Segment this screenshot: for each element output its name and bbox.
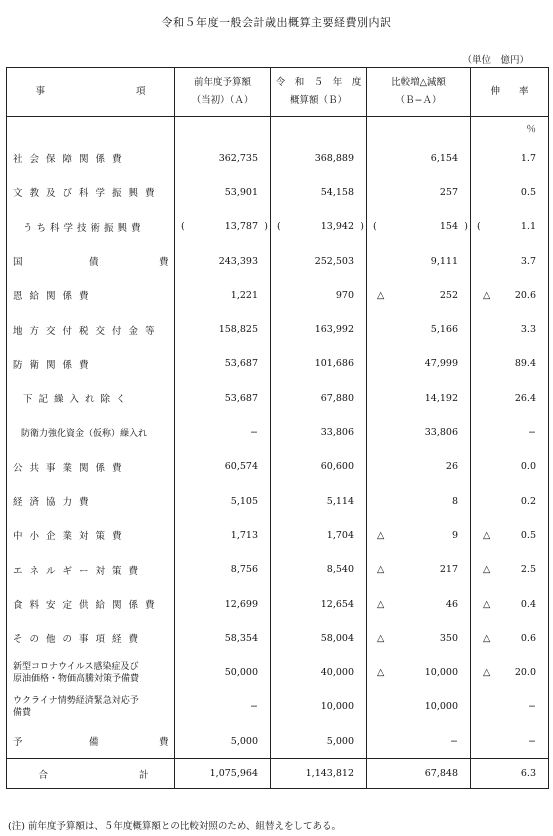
header-rate: 伸 率 xyxy=(471,68,549,117)
minus-triangle-icon: △ xyxy=(377,529,385,541)
cell-curr xyxy=(271,553,367,587)
total-row xyxy=(7,759,549,789)
table-header-row xyxy=(7,68,549,117)
cell-diff xyxy=(367,210,471,244)
header-curr-line1: 令 和 ５ 年 度 xyxy=(275,77,362,88)
cell-rate xyxy=(471,415,549,449)
cell-rate xyxy=(471,724,549,759)
cell-curr xyxy=(271,210,367,244)
cell-value: 5,166 xyxy=(430,324,458,336)
cell-value: 8 xyxy=(451,495,458,507)
total-label-right: 計 xyxy=(139,769,149,781)
minus-triangle-icon: △ xyxy=(377,632,385,644)
total-curr: 1,143,812 xyxy=(271,759,367,789)
cell-diff xyxy=(367,312,471,346)
cell-value: 368,889 xyxy=(314,152,354,164)
cell-rate xyxy=(471,450,549,484)
cell-rate xyxy=(471,587,549,621)
row-label-text: エネルギー対策費 xyxy=(13,565,146,577)
header-prev xyxy=(175,68,271,117)
row-label xyxy=(7,381,175,415)
row-label-text: 経済協力費 xyxy=(13,497,96,509)
cell-value: 26 xyxy=(445,461,458,473)
cell-diff xyxy=(367,553,471,587)
cell-value: 9 xyxy=(451,529,458,541)
row-label-line2: 備費 xyxy=(13,707,32,718)
table-row xyxy=(7,621,549,655)
cell-diff xyxy=(367,381,471,415)
minus-triangle-icon: △ xyxy=(377,667,385,679)
paren-close: ) xyxy=(464,221,468,233)
cell-rate xyxy=(471,690,549,724)
cell-diff xyxy=(367,278,471,312)
row-label xyxy=(7,655,175,689)
percent-unit-row xyxy=(7,117,549,142)
cell-rate xyxy=(471,655,549,689)
table-row xyxy=(7,381,549,415)
cell-value: 12,699 xyxy=(224,598,258,610)
table-row xyxy=(7,210,549,244)
cell-curr xyxy=(271,141,367,175)
row-label-line1: ウクライナ情勢経済緊急対応予 xyxy=(13,695,139,706)
cell-diff xyxy=(367,450,471,484)
cell-rate xyxy=(471,621,549,655)
cell-value: 58,354 xyxy=(224,632,258,644)
header-diff-line2: （Ｂ−Ａ） xyxy=(395,95,442,106)
table-row xyxy=(7,347,549,381)
row-label-text: 中小企業対策費 xyxy=(13,531,129,543)
minus-triangle-icon: △ xyxy=(377,598,385,610)
cell-value: − xyxy=(250,701,258,713)
cell-value: 1,221 xyxy=(230,289,258,301)
cell-value: 252 xyxy=(439,289,458,301)
cell-value: 350 xyxy=(439,632,458,644)
row-label-right: 費 xyxy=(159,737,169,749)
table-row xyxy=(7,587,549,621)
cell-rate xyxy=(471,484,549,518)
row-label-text: 文教及び科学振興費 xyxy=(13,188,162,200)
table-row xyxy=(7,655,549,689)
cell-curr xyxy=(271,278,367,312)
cell-value: − xyxy=(528,735,536,747)
cell-prev xyxy=(175,381,271,415)
cell-curr xyxy=(271,655,367,689)
cell-value: 362,735 xyxy=(218,152,258,164)
table-row xyxy=(7,312,549,346)
header-item-right: 項 xyxy=(136,86,146,97)
cell-value: − xyxy=(250,427,258,439)
cell-prev xyxy=(175,690,271,724)
row-label xyxy=(7,587,175,621)
percent-unit: ％ xyxy=(471,117,549,142)
row-label xyxy=(7,347,175,381)
total-rate: 6.3 xyxy=(471,759,549,789)
cell-value: 2.5 xyxy=(520,564,536,576)
cell-value: 60,574 xyxy=(224,461,258,473)
cell-rate xyxy=(471,312,549,346)
footnote: (注) 前年度予算額は、５年度概算額との比較対照のため、組替えをしてある。 xyxy=(8,821,342,832)
row-label xyxy=(7,690,175,724)
cell-diff xyxy=(367,621,471,655)
row-label-text: 食料安定供給関係費 xyxy=(13,600,162,611)
header-curr-line2: 概算額（Ｂ） xyxy=(289,95,347,106)
table-row xyxy=(7,484,549,518)
cell-prev xyxy=(175,175,271,209)
row-label xyxy=(7,484,175,518)
cell-value: 46 xyxy=(445,598,458,610)
table-row xyxy=(7,450,549,484)
cell-value: 0.5 xyxy=(520,529,536,541)
cell-value: 217 xyxy=(439,564,458,576)
cell-value: 40,000 xyxy=(320,667,354,679)
cell-curr xyxy=(271,415,367,449)
row-label-text: 防衛関係費 xyxy=(13,359,96,371)
paren-open: ( xyxy=(477,221,481,233)
cell-value: 1.1 xyxy=(520,221,536,233)
cell-value: 970 xyxy=(335,289,354,301)
cell-value: 0.5 xyxy=(520,186,536,198)
table-row xyxy=(7,553,549,587)
cell-value: 8,756 xyxy=(230,564,258,576)
cell-diff xyxy=(367,690,471,724)
cell-value: 53,687 xyxy=(224,392,258,404)
cell-value: 5,000 xyxy=(326,735,354,747)
budget-table xyxy=(6,67,549,789)
cell-value: 9,111 xyxy=(430,255,458,267)
paren-open: ( xyxy=(373,221,377,233)
cell-value: 158,825 xyxy=(218,324,258,336)
cell-value: 53,687 xyxy=(224,358,258,370)
row-label xyxy=(7,724,175,759)
cell-diff xyxy=(367,244,471,278)
cell-curr xyxy=(271,518,367,552)
cell-diff xyxy=(367,518,471,552)
cell-value: 58,004 xyxy=(320,632,354,644)
cell-value: 3.7 xyxy=(520,255,536,267)
cell-value: 8,540 xyxy=(326,564,354,576)
row-label xyxy=(7,621,175,655)
cell-diff xyxy=(367,484,471,518)
row-label xyxy=(7,210,175,244)
cell-value: − xyxy=(450,735,458,747)
cell-value: 3.3 xyxy=(520,324,536,336)
row-label xyxy=(7,518,175,552)
cell-diff xyxy=(367,587,471,621)
table-row xyxy=(7,724,549,759)
cell-value: 5,000 xyxy=(230,735,258,747)
table-row xyxy=(7,175,549,209)
page-title: 令和５年度一般会計歳出概算主要経費別内訳 xyxy=(161,16,392,29)
cell-value: 67,880 xyxy=(320,392,354,404)
cell-value: 10,000 xyxy=(424,701,458,713)
row-label-text: 下記繰入れ除く xyxy=(23,394,132,406)
cell-curr xyxy=(271,484,367,518)
cell-curr xyxy=(271,724,367,759)
row-label xyxy=(7,312,175,346)
cell-prev xyxy=(175,655,271,689)
cell-rate xyxy=(471,210,549,244)
cell-value: 163,992 xyxy=(314,324,354,336)
cell-value: 252,503 xyxy=(314,255,354,267)
minus-triangle-icon: △ xyxy=(483,632,491,644)
cell-value: 101,686 xyxy=(314,358,354,370)
cell-rate xyxy=(471,381,549,415)
row-label xyxy=(7,450,175,484)
header-curr xyxy=(271,68,367,117)
unit-label: （単位 億円） xyxy=(462,55,529,66)
cell-prev xyxy=(175,518,271,552)
row-label xyxy=(7,244,175,278)
cell-prev xyxy=(175,450,271,484)
cell-value: 0.2 xyxy=(520,495,536,507)
cell-curr xyxy=(271,312,367,346)
row-label xyxy=(7,141,175,175)
cell-rate xyxy=(471,278,549,312)
cell-prev xyxy=(175,312,271,346)
cell-diff xyxy=(367,347,471,381)
header-diff xyxy=(367,68,471,117)
row-label-right: 費 xyxy=(159,257,169,269)
cell-curr xyxy=(271,244,367,278)
cell-curr xyxy=(271,690,367,724)
cell-value: − xyxy=(528,427,536,439)
cell-prev xyxy=(175,210,271,244)
cell-prev xyxy=(175,244,271,278)
cell-rate xyxy=(471,518,549,552)
cell-value: 1.7 xyxy=(520,152,536,164)
row-label xyxy=(7,175,175,209)
minus-triangle-icon: △ xyxy=(483,598,491,610)
row-label-left: 予 xyxy=(13,737,23,749)
row-label-text: 防衛力強化資金（仮称）繰入れ xyxy=(21,429,148,440)
row-label-text: 恩給関係費 xyxy=(13,291,96,303)
row-label-line1: 新型コロナウイルス感染症及び xyxy=(13,661,139,672)
header-item-left: 事 xyxy=(35,86,45,97)
minus-triangle-icon: △ xyxy=(483,564,491,576)
cell-value: 6,154 xyxy=(430,152,458,164)
cell-value: 20.6 xyxy=(514,289,536,301)
table-row xyxy=(7,278,549,312)
table-row xyxy=(7,518,549,552)
paren-close: ) xyxy=(264,221,268,233)
cell-value: 60,600 xyxy=(320,461,354,473)
row-label-mid: 債 xyxy=(89,257,99,269)
cell-rate xyxy=(471,244,549,278)
table-row xyxy=(7,690,549,724)
cell-prev xyxy=(175,347,271,381)
cell-value: 5,105 xyxy=(230,495,258,507)
cell-value: 50,000 xyxy=(224,667,258,679)
cell-diff xyxy=(367,415,471,449)
total-prev: 1,075,964 xyxy=(175,759,271,789)
row-label xyxy=(7,415,175,449)
header-prev-line2: （当初）（Ａ） xyxy=(191,95,254,106)
cell-diff xyxy=(367,175,471,209)
cell-value: 5,114 xyxy=(326,495,354,507)
cell-value: 1,713 xyxy=(230,529,258,541)
table-row xyxy=(7,244,549,278)
cell-prev xyxy=(175,278,271,312)
cell-prev xyxy=(175,415,271,449)
cell-curr xyxy=(271,621,367,655)
minus-triangle-icon: △ xyxy=(483,289,491,301)
cell-rate xyxy=(471,175,549,209)
header-prev-line1: 前年度予算額 xyxy=(193,77,251,88)
paren-open: ( xyxy=(277,221,281,233)
paren-open: ( xyxy=(181,221,185,233)
total-label xyxy=(7,759,175,789)
row-label xyxy=(7,278,175,312)
cell-value: 20.0 xyxy=(514,667,536,679)
cell-value: 54,158 xyxy=(320,186,354,198)
minus-triangle-icon: △ xyxy=(483,529,491,541)
cell-value: 0.6 xyxy=(520,632,536,644)
cell-value: 33,806 xyxy=(320,427,354,439)
cell-value: 14,192 xyxy=(424,392,458,404)
total-label-left: 合 xyxy=(38,769,48,781)
cell-diff xyxy=(367,724,471,759)
cell-curr xyxy=(271,450,367,484)
cell-value: 154 xyxy=(439,221,458,233)
row-label-mid: 備 xyxy=(89,737,99,749)
cell-prev xyxy=(175,553,271,587)
row-label-text: うち科学技術振興費 xyxy=(23,222,145,234)
cell-curr xyxy=(271,175,367,209)
cell-value: 10,000 xyxy=(424,667,458,679)
minus-triangle-icon: △ xyxy=(483,667,491,679)
row-label-line2: 原油価格・物価高騰対策予備費 xyxy=(13,673,140,684)
cell-value: 12,654 xyxy=(320,598,354,610)
cell-value: 33,806 xyxy=(424,427,458,439)
cell-prev xyxy=(175,141,271,175)
minus-triangle-icon: △ xyxy=(377,564,385,576)
cell-rate xyxy=(471,141,549,175)
cell-diff xyxy=(367,141,471,175)
cell-value: 13,942 xyxy=(320,221,354,233)
table-row xyxy=(7,141,549,175)
cell-prev xyxy=(175,587,271,621)
row-label-left: 国 xyxy=(13,257,23,269)
cell-value: 257 xyxy=(439,186,458,198)
row-label-text: 社会保障関係費 xyxy=(13,154,129,166)
cell-curr xyxy=(271,381,367,415)
cell-value: − xyxy=(528,701,536,713)
cell-value: 0.4 xyxy=(520,598,536,610)
header-diff-line1: 比較増△減額 xyxy=(391,77,446,88)
cell-prev xyxy=(175,621,271,655)
cell-rate xyxy=(471,553,549,587)
row-label xyxy=(7,553,175,587)
cell-curr xyxy=(271,587,367,621)
table-row xyxy=(7,415,549,449)
row-label-text: 地方交付税交付金等 xyxy=(13,325,162,337)
paren-close: ) xyxy=(360,221,364,233)
cell-rate xyxy=(471,347,549,381)
cell-value: 53,901 xyxy=(224,186,258,198)
cell-curr xyxy=(271,347,367,381)
row-label-text: その他の事項経費 xyxy=(13,634,146,646)
row-label-text: 公共事業関係費 xyxy=(13,462,129,474)
total-diff: 67,848 xyxy=(367,759,471,789)
cell-value: 47,999 xyxy=(424,358,458,370)
cell-prev xyxy=(175,484,271,518)
cell-value: 26.4 xyxy=(514,392,536,404)
cell-value: 0.0 xyxy=(520,461,536,473)
cell-value: 10,000 xyxy=(320,701,354,713)
cell-value: 1,704 xyxy=(326,529,354,541)
cell-value: 89.4 xyxy=(514,358,536,370)
cell-value: 243,393 xyxy=(218,255,258,267)
cell-diff xyxy=(367,655,471,689)
minus-triangle-icon: △ xyxy=(377,289,385,301)
cell-prev xyxy=(175,724,271,759)
header-item xyxy=(7,68,175,117)
cell-value: 13,787 xyxy=(224,221,258,233)
